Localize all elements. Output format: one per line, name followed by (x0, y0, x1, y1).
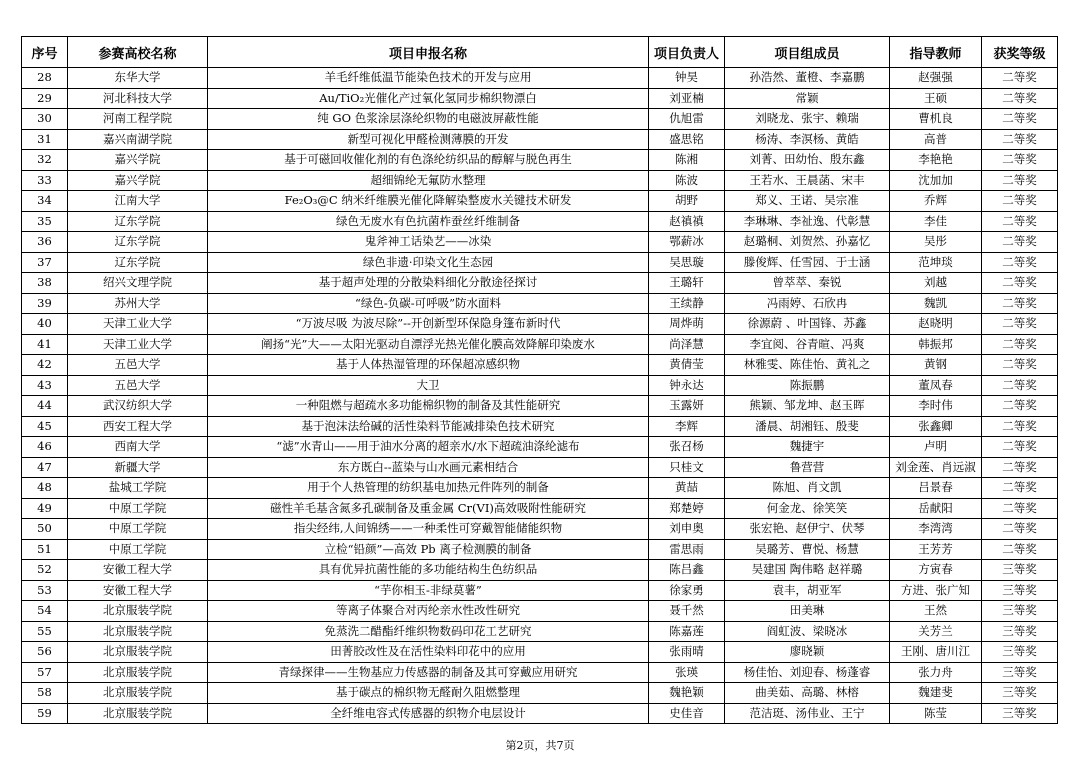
cell-advisor: 魏建斐 (890, 683, 982, 704)
cell-award-level: 三等奖 (982, 703, 1058, 724)
table-row (22, 662, 1058, 683)
cell-members: 魏捷宇 (725, 437, 890, 458)
cell-project-name: “滤”水青山——用于油水分离的超亲水/水下超疏油涤纶滤布 (208, 437, 649, 458)
cell-school: 武汉纺织大学 (68, 396, 208, 417)
cell-project-name: 一种阻燃与超疏水多功能棉织物的制备及其性能研究 (208, 396, 649, 417)
table-row (22, 478, 1058, 499)
cell-school: 中原工学院 (68, 519, 208, 540)
cell-members: 杨涛、李溟杨、黄皓 (725, 129, 890, 150)
cell-members: 何金龙、徐笑笑 (725, 498, 890, 519)
cell-members: 田美琳 (725, 601, 890, 622)
cell-index: 50 (22, 519, 68, 540)
cell-school: 北京服装学院 (68, 683, 208, 704)
cell-advisor: 黄钢 (890, 355, 982, 376)
cell-members: 阎虹波、梁晓冰 (725, 621, 890, 642)
cell-award-level: 二等奖 (982, 355, 1058, 376)
table-row (22, 232, 1058, 253)
cell-leader: 王璐轩 (649, 273, 725, 294)
cell-award-level: 二等奖 (982, 478, 1058, 499)
table-row (22, 334, 1058, 355)
table-row (22, 642, 1058, 663)
cell-school: 嘉兴南湖学院 (68, 129, 208, 150)
cell-leader: 张召杨 (649, 437, 725, 458)
cell-award-level: 二等奖 (982, 88, 1058, 109)
cell-advisor: 岳献阳 (890, 498, 982, 519)
cell-school: 河南工程学院 (68, 109, 208, 130)
cell-index: 33 (22, 170, 68, 191)
cell-school: 新疆大学 (68, 457, 208, 478)
cell-project-name: 立检“铅颜”—高效 Pb 离子检测膜的制备 (208, 539, 649, 560)
cell-project-name: 东方既白--蓝染与山水画元素相结合 (208, 457, 649, 478)
cell-index: 44 (22, 396, 68, 417)
cell-award-level: 二等奖 (982, 273, 1058, 294)
cell-index: 31 (22, 129, 68, 150)
cell-project-name: 免蒸洗二醋酯纤维织物数码印花工艺研究 (208, 621, 649, 642)
table-row (22, 150, 1058, 171)
cell-school: 中原工学院 (68, 498, 208, 519)
cell-award-level: 二等奖 (982, 191, 1058, 212)
cell-project-name: 基于碳点的棉织物无醛耐久阻燃整理 (208, 683, 649, 704)
cell-index: 39 (22, 293, 68, 314)
cell-award-level: 三等奖 (982, 662, 1058, 683)
cell-project-name: 鬼斧神工话染艺——冰染 (208, 232, 649, 253)
cell-advisor: 李艳艳 (890, 150, 982, 171)
cell-index: 52 (22, 560, 68, 581)
cell-advisor: 方进、张广知 (890, 580, 982, 601)
cell-school: 辽东学院 (68, 211, 208, 232)
cell-advisor: 董凤春 (890, 375, 982, 396)
cell-members: 林雅雯、陈佳怡、黄礼之 (725, 355, 890, 376)
cell-members: 袁丰，胡亚军 (725, 580, 890, 601)
cell-advisor: 王硕 (890, 88, 982, 109)
cell-project-name: 指尖经纬,人间锦绣——一种柔性可穿戴智能储能织物 (208, 519, 649, 540)
cell-index: 45 (22, 416, 68, 437)
cell-school: 北京服装学院 (68, 601, 208, 622)
cell-award-level: 二等奖 (982, 498, 1058, 519)
cell-project-name: Au/TiO₂光催化产过氧化氢同步棉织物漂白 (208, 88, 649, 109)
cell-project-name: 田菁胶改性及在活性染料印花中的应用 (208, 642, 649, 663)
cell-members: 范洁珽、汤伟业、王宁 (725, 703, 890, 724)
table-row (22, 560, 1058, 581)
cell-project-name: 大卫 (208, 375, 649, 396)
cell-advisor: 关芳兰 (890, 621, 982, 642)
cell-advisor: 高普 (890, 129, 982, 150)
cell-project-name: 新型可视化甲醛检测薄膜的开发 (208, 129, 649, 150)
cell-index: 35 (22, 211, 68, 232)
cell-school: 东华大学 (68, 68, 208, 89)
cell-leader: 陈湘 (649, 150, 725, 171)
cell-award-level: 三等奖 (982, 601, 1058, 622)
cell-members: 鲁营营 (725, 457, 890, 478)
table-row (22, 293, 1058, 314)
cell-school: 西南大学 (68, 437, 208, 458)
cell-index: 47 (22, 457, 68, 478)
table-row (22, 211, 1058, 232)
cell-project-name: 羊毛纤维低温节能染色技术的开发与应用 (208, 68, 649, 89)
table-row (22, 68, 1058, 89)
cell-advisor: 张力舟 (890, 662, 982, 683)
cell-members: 张宏艳、赵伊宁、伏琴 (725, 519, 890, 540)
cell-advisor: 张鑫卿 (890, 416, 982, 437)
cell-members: 刘晓龙、张宇、赖瑞 (725, 109, 890, 130)
cell-index: 51 (22, 539, 68, 560)
cell-advisor: 赵晓明 (890, 314, 982, 335)
cell-award-level: 二等奖 (982, 314, 1058, 335)
cell-award-level: 三等奖 (982, 560, 1058, 581)
cell-leader: 陈吕鑫 (649, 560, 725, 581)
cell-members: 李琳琳、李祉逸、代彰慧 (725, 211, 890, 232)
cell-leader: 周烨萌 (649, 314, 725, 335)
cell-award-level: 二等奖 (982, 416, 1058, 437)
cell-project-name: 等离子体聚合对丙纶亲水性改性研究 (208, 601, 649, 622)
cell-award-level: 三等奖 (982, 642, 1058, 663)
cell-advisor: 刘金莲、肖远淑 (890, 457, 982, 478)
table-row (22, 601, 1058, 622)
cell-award-level: 二等奖 (982, 334, 1058, 355)
table-row (22, 314, 1058, 335)
header-school: 参赛高校名称 (68, 37, 208, 68)
cell-leader: 赵禛禛 (649, 211, 725, 232)
cell-advisor: 沈加加 (890, 170, 982, 191)
cell-project-name: 用于个人热管理的纺织基电加热元件阵列的制备 (208, 478, 649, 499)
header-award-level: 获奖等级 (982, 37, 1058, 68)
table-row (22, 88, 1058, 109)
page-footer: 第2页，共7页 (505, 739, 575, 752)
table-row (22, 375, 1058, 396)
table-row (22, 498, 1058, 519)
cell-leader: 玉露妍 (649, 396, 725, 417)
cell-index: 58 (22, 683, 68, 704)
cell-index: 40 (22, 314, 68, 335)
table-row (22, 519, 1058, 540)
cell-project-name: 青绿探律——生物基应力传感器的制备及其可穿戴应用研究 (208, 662, 649, 683)
cell-project-name: 绿色无废水有色抗菌柞蚕丝纤维制备 (208, 211, 649, 232)
cell-leader: 鄂薪冰 (649, 232, 725, 253)
cell-award-level: 二等奖 (982, 109, 1058, 130)
cell-project-name: 具有优异抗菌性能的多功能结构生色纺织品 (208, 560, 649, 581)
cell-index: 43 (22, 375, 68, 396)
cell-award-level: 二等奖 (982, 519, 1058, 540)
cell-leader: 钟昊 (649, 68, 725, 89)
cell-award-level: 二等奖 (982, 129, 1058, 150)
cell-school: 五邑大学 (68, 375, 208, 396)
cell-index: 57 (22, 662, 68, 683)
cell-index: 29 (22, 88, 68, 109)
cell-members: 曲美茹、高璐、林榕 (725, 683, 890, 704)
cell-award-level: 二等奖 (982, 457, 1058, 478)
cell-school: 苏州大学 (68, 293, 208, 314)
cell-members: 陈旭、肖文凯 (725, 478, 890, 499)
cell-advisor: 王刚、唐川江 (890, 642, 982, 663)
cell-leader: 陈波 (649, 170, 725, 191)
cell-leader: 尚泽慧 (649, 334, 725, 355)
cell-school: 盐城工学院 (68, 478, 208, 499)
cell-advisor: 李时伟 (890, 396, 982, 417)
cell-school: 北京服装学院 (68, 621, 208, 642)
cell-index: 49 (22, 498, 68, 519)
cell-advisor: 吕景春 (890, 478, 982, 499)
cell-advisor: 韩振邦 (890, 334, 982, 355)
cell-advisor: 乔辉 (890, 191, 982, 212)
cell-members: 李宜阅、谷青暄、冯爽 (725, 334, 890, 355)
cell-award-level: 二等奖 (982, 396, 1058, 417)
cell-members: 郑义、王诺、吴宗准 (725, 191, 890, 212)
cell-leader: 魏艳颖 (649, 683, 725, 704)
cell-members: 王若水、王晨菡、宋丰 (725, 170, 890, 191)
cell-award-level: 二等奖 (982, 437, 1058, 458)
cell-members: 赵璐桐、刘贺然、孙嘉忆 (725, 232, 890, 253)
table-row (22, 355, 1058, 376)
cell-project-name: 纯 GO 色浆涂层涤纶织物的电磁波屏蔽性能 (208, 109, 649, 130)
cell-leader: 仇旭雷 (649, 109, 725, 130)
cell-members: 潘晨、胡湘钰、殷斐 (725, 416, 890, 437)
cell-members: 廖晓颖 (725, 642, 890, 663)
cell-award-level: 二等奖 (982, 150, 1058, 171)
cell-leader: 吴思璇 (649, 252, 725, 273)
cell-school: 辽东学院 (68, 232, 208, 253)
cell-leader: 盛思铭 (649, 129, 725, 150)
cell-members: 常颖 (725, 88, 890, 109)
table-row (22, 252, 1058, 273)
cell-index: 59 (22, 703, 68, 724)
cell-advisor: 魏凯 (890, 293, 982, 314)
table-row (22, 396, 1058, 417)
cell-leader: 雷思雨 (649, 539, 725, 560)
cell-advisor: 方寅春 (890, 560, 982, 581)
cell-school: 北京服装学院 (68, 703, 208, 724)
cell-index: 34 (22, 191, 68, 212)
cell-leader: 史佳音 (649, 703, 725, 724)
cell-advisor: 吴彤 (890, 232, 982, 253)
table-header-row (22, 37, 1058, 68)
cell-school: 绍兴文理学院 (68, 273, 208, 294)
table-row (22, 539, 1058, 560)
cell-project-name: 磁性羊毛基含氮多孔碳制备及重金属 Cr(VI)高效吸附性能研究 (208, 498, 649, 519)
cell-index: 55 (22, 621, 68, 642)
cell-advisor: 李佳 (890, 211, 982, 232)
cell-leader: 刘申奥 (649, 519, 725, 540)
cell-award-level: 二等奖 (982, 539, 1058, 560)
cell-members: 徐源蔚 、叶国锋、苏鑫 (725, 314, 890, 335)
cell-project-name: “万波尽吸 为波尽除”--开创新型环保隐身篷布新时代 (208, 314, 649, 335)
cell-index: 30 (22, 109, 68, 130)
cell-index: 32 (22, 150, 68, 171)
cell-school: 安徽工程大学 (68, 560, 208, 581)
cell-school: 河北科技大学 (68, 88, 208, 109)
cell-project-name: 超细锦纶无氟防水整理 (208, 170, 649, 191)
cell-advisor: 王然 (890, 601, 982, 622)
cell-project-name: “绿色-负碳-可呼吸”防水面料 (208, 293, 649, 314)
table-row (22, 683, 1058, 704)
cell-project-name: 阐扬“光”大——太阳光驱动自漂浮光热光催化膜高效降解印染废水 (208, 334, 649, 355)
cell-leader: 聂千然 (649, 601, 725, 622)
cell-members: 吴璐芳、曹悦、杨慧 (725, 539, 890, 560)
cell-school: 中原工学院 (68, 539, 208, 560)
cell-index: 28 (22, 68, 68, 89)
cell-advisor: 陈莹 (890, 703, 982, 724)
cell-index: 36 (22, 232, 68, 253)
table-row (22, 580, 1058, 601)
cell-leader: 李辉 (649, 416, 725, 437)
table-row (22, 416, 1058, 437)
cell-leader: 张雨晴 (649, 642, 725, 663)
cell-school: 天津工业大学 (68, 314, 208, 335)
cell-leader: 黄喆 (649, 478, 725, 499)
cell-leader: 王续静 (649, 293, 725, 314)
cell-members: 陈振鹏 (725, 375, 890, 396)
cell-members: 杨佳怡、刘迎春、杨蓬睿 (725, 662, 890, 683)
cell-members: 曾萃萃、秦锐 (725, 273, 890, 294)
cell-award-level: 二等奖 (982, 375, 1058, 396)
cell-leader: 胡野 (649, 191, 725, 212)
cell-members: 熊颖、邹龙坤、赵玉晖 (725, 396, 890, 417)
header-leader: 项目负责人 (649, 37, 725, 68)
cell-advisor: 范坤琰 (890, 252, 982, 273)
cell-school: 辽东学院 (68, 252, 208, 273)
table-row (22, 170, 1058, 191)
cell-award-level: 二等奖 (982, 252, 1058, 273)
cell-index: 37 (22, 252, 68, 273)
cell-project-name: 基于可磁回收催化剂的有色涤纶纺织品的醇解与脱色再生 (208, 150, 649, 171)
cell-leader: 徐家勇 (649, 580, 725, 601)
cell-leader: 张瑛 (649, 662, 725, 683)
cell-index: 53 (22, 580, 68, 601)
cell-award-level: 三等奖 (982, 683, 1058, 704)
table-row (22, 703, 1058, 724)
cell-advisor: 曹机良 (890, 109, 982, 130)
cell-advisor: 王芳芳 (890, 539, 982, 560)
cell-index: 38 (22, 273, 68, 294)
table-row (22, 191, 1058, 212)
cell-advisor: 赵强强 (890, 68, 982, 89)
cell-index: 48 (22, 478, 68, 499)
cell-members: 吴建国 陶伟略 赵祥璐 (725, 560, 890, 581)
cell-project-name: 基于泡沫法给碱的活性染料节能减排染色技术研究 (208, 416, 649, 437)
cell-school: 江南大学 (68, 191, 208, 212)
cell-index: 56 (22, 642, 68, 663)
cell-members: 冯雨婷、石欣冉 (725, 293, 890, 314)
cell-school: 北京服装学院 (68, 662, 208, 683)
header-index: 序号 (22, 37, 68, 68)
cell-project-name: 绿色非遗·印染文化生态园 (208, 252, 649, 273)
cell-members: 滕俊辉、任雪园、于士涵 (725, 252, 890, 273)
cell-school: 天津工业大学 (68, 334, 208, 355)
cell-award-level: 二等奖 (982, 232, 1058, 253)
header-members: 项目组成员 (725, 37, 890, 68)
cell-award-level: 二等奖 (982, 170, 1058, 191)
cell-project-name: Fe₂O₃@C 纳米纤维膜光催化降解染整废水关键技术研发 (208, 191, 649, 212)
cell-school: 西安工程大学 (68, 416, 208, 437)
table-row (22, 129, 1058, 150)
table-row (22, 437, 1058, 458)
cell-index: 41 (22, 334, 68, 355)
cell-leader: 只桂文 (649, 457, 725, 478)
table-row (22, 457, 1058, 478)
cell-school: 北京服装学院 (68, 642, 208, 663)
cell-leader: 陈嘉莲 (649, 621, 725, 642)
cell-project-name: 基于人体热湿管理的环保超凉感织物 (208, 355, 649, 376)
cell-award-level: 三等奖 (982, 621, 1058, 642)
cell-award-level: 二等奖 (982, 211, 1058, 232)
header-advisor: 指导教师 (890, 37, 982, 68)
cell-school: 嘉兴学院 (68, 170, 208, 191)
cell-index: 46 (22, 437, 68, 458)
cell-project-name: “芋你相玉-非绿莫薯” (208, 580, 649, 601)
cell-index: 54 (22, 601, 68, 622)
cell-leader: 黄倩莹 (649, 355, 725, 376)
cell-members: 孙浩然、董橙、李嘉鹏 (725, 68, 890, 89)
table-body (22, 68, 1058, 724)
cell-award-level: 二等奖 (982, 68, 1058, 89)
cell-project-name: 全纤维电容式传感器的织物介电层设计 (208, 703, 649, 724)
header-project-name: 项目申报名称 (208, 37, 649, 68)
cell-project-name: 基于超声处理的分散染料细化分散途径探讨 (208, 273, 649, 294)
cell-award-level: 二等奖 (982, 293, 1058, 314)
cell-leader: 钟永达 (649, 375, 725, 396)
cell-school: 嘉兴学院 (68, 150, 208, 171)
cell-index: 42 (22, 355, 68, 376)
cell-advisor: 刘越 (890, 273, 982, 294)
cell-award-level: 三等奖 (982, 580, 1058, 601)
cell-school: 五邑大学 (68, 355, 208, 376)
cell-leader: 郑楚婷 (649, 498, 725, 519)
cell-members: 刘菁、田幼怡、殷东鑫 (725, 150, 890, 171)
table-row (22, 273, 1058, 294)
cell-advisor: 李湾湾 (890, 519, 982, 540)
cell-advisor: 卢明 (890, 437, 982, 458)
table-row (22, 621, 1058, 642)
cell-school: 安徽工程大学 (68, 580, 208, 601)
cell-leader: 刘亚楠 (649, 88, 725, 109)
table-row (22, 109, 1058, 130)
awards-table (21, 36, 1058, 724)
